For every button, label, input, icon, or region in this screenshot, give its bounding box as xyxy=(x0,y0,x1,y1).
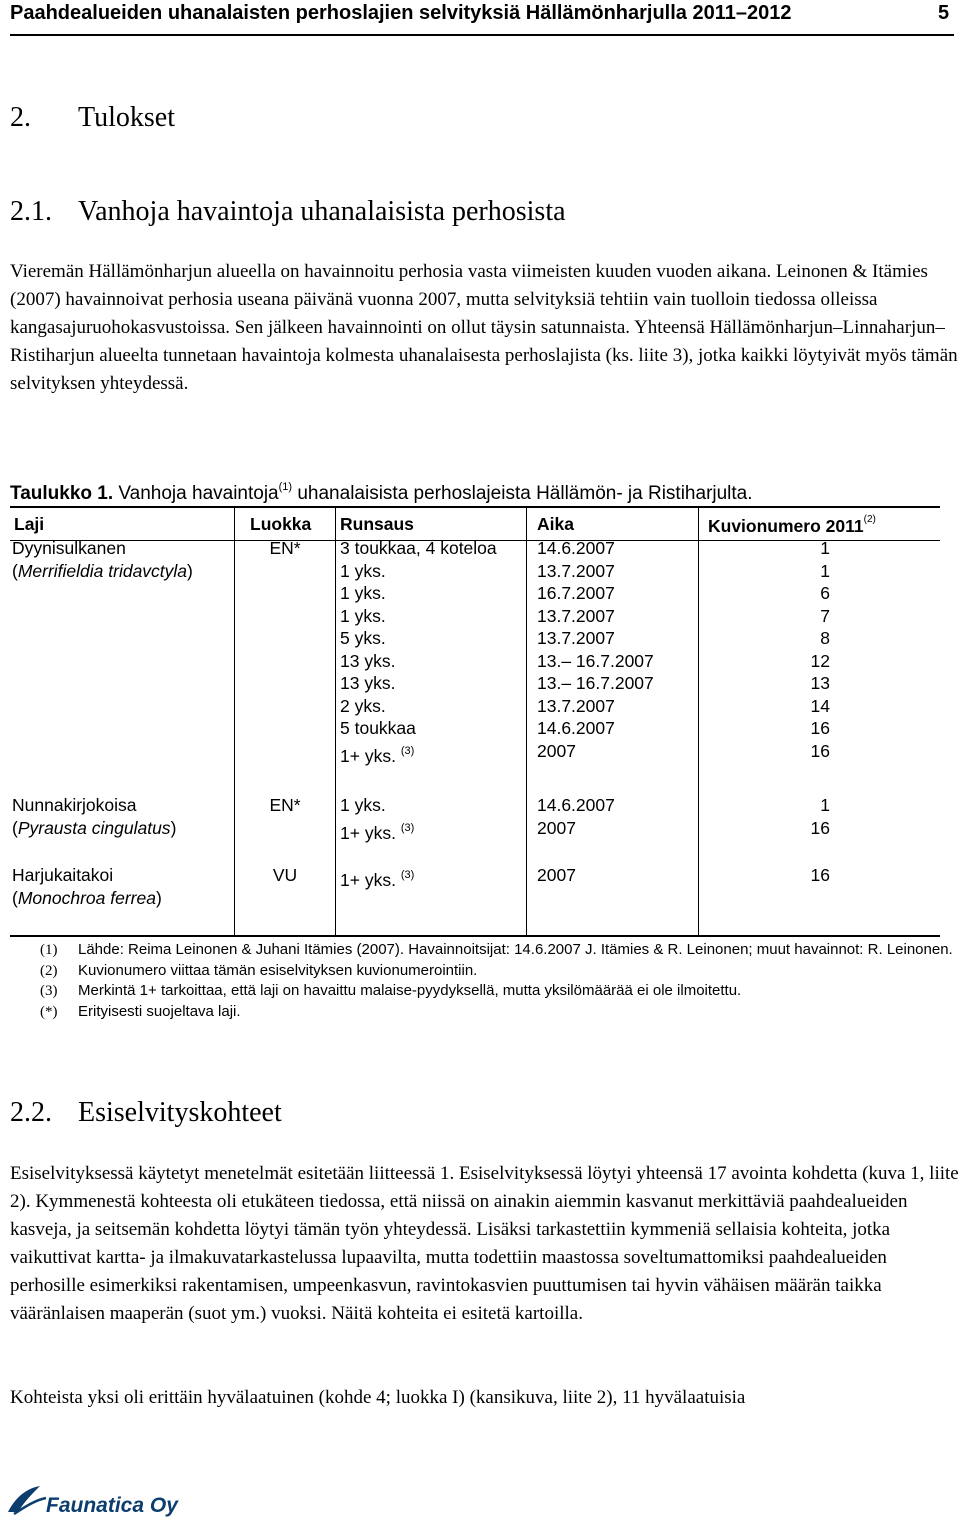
logo-text: Faunatica Oy xyxy=(46,1494,178,1517)
table-row-figures: 1 16 xyxy=(810,795,830,838)
page-number: 5 xyxy=(938,2,950,24)
table-row-class: VU xyxy=(272,865,298,885)
table-header-kuvionumero: Kuvionumero 2011$^{(2)}$ xyxy=(708,514,876,536)
table-row-species: Dyynisulkanen (Merrifieldia tridavctyla) xyxy=(12,538,193,581)
table-row-figures: 1 1 6 7 8 12 13 14 16 16 xyxy=(810,538,830,761)
table-row-abundance: 3 toukkaa, 4 koteloa 1 yks. 1 yks. 1 yks. 5 yks. 13 yks. 13 yks. 2 yks. 5 toukkaa 1+ yks. $^{(3)}$ xyxy=(340,538,497,766)
table-row-species: Harjukaitakoi (Monochroa ferrea) xyxy=(12,865,162,908)
table-caption: Taulukko 1. Vanhoja havaintoja$^{(1)}$ uhanalaisista perhoslajeista Hällämön- ja Ristiharjulta. xyxy=(10,481,753,504)
footnote: (3) Merkintä 1+ tarkoittaa, että laji on havaittu malaise-pyydyksellä, mutta yksilömäärää ei ole ilmoitettu. xyxy=(40,982,742,999)
table-bottom-rule xyxy=(10,935,940,937)
table-column-rule xyxy=(335,508,336,936)
table-row-class: EN* xyxy=(269,538,301,558)
footnote: (2) Kuvionumero viittaa tämän esiselvityksen kuvionumerointiin. xyxy=(40,961,478,979)
section-heading-results: 2. Tulokset xyxy=(10,102,176,133)
page-header-title: Paahdealueiden uhanalaisten perhoslajien selvityksiä Hällämönharjulla 2011–2012 xyxy=(10,2,792,24)
table-header-aika: Aika xyxy=(537,514,574,534)
header-rule xyxy=(10,34,954,36)
paragraph-pre-survey: Esiselvityksessä käytetyt menetelmät esitetään liitteessä 1. Esiselvityksessä löytyi yhteensä 17 avointa kohdetta (kuva 1, liite 2). Kymmenestä kohteesta oli etukäteen tiedossa, että niissä on ainakin aiemmin kasvanut merkittäviä paahdealueiden kasveja, ja seitsemän kohdetta löytyi tämän työn yhteydessä. Lisäksi tarkastettiin kymmeniä sellaisia kohteita, jotka vaikuttivat kartta- ja ilmakuvatarkastelussa lupaavilta, mutta todettiin maastossa soveltumattomiksi paahdealueiden perhosille esimerkiksi rakentamisen, umpeenkasvun, ravintokasvien puuttumisen tai hyvin vähäisen määrän taikka vääränlaisen maaperän (suot ym.) vuoksi. Näitä kohteita ei esitetä kartoilla. xyxy=(10,1163,959,1324)
table-row-abundance: 1+ yks. $^{(3)}$ xyxy=(340,869,415,890)
paragraph-old-observations: Vieremän Hällämönharjun alueella on havainnoitu perhosia vasta viimeisten kuuden vuoden aikana. Leinonen & Itämies (2007) havainnoivat perhosia useana päivänä vuonna 2007, mutta selvityksiä tehtiin vain tuolloin tiedossa olleissa kangasajuruohokasvustoissa. Sen jälkeen havainnointi on ollut täysin satunnaista. Yhteensä Hällämönharjun–Linnaharjun–Ristiharjun alueelta tunnetaan havaintoja kolmesta uhanalaisesta perhoslajista (ks. liite 3), jotka kaikki löytyivät myös tämän selvityksen yhteydessä. xyxy=(10,261,958,394)
species-table xyxy=(10,506,940,938)
footnote: (1) Lähde: Reima Leinonen & Juhani Itämies (2007). Havainnoitsijat: 14.6.2007 J. Itämies & R. Leinonen; muut havainnot: R. Leinonen. xyxy=(40,941,953,958)
table-row-dates: 14.6.2007 2007 xyxy=(537,795,615,838)
table-header-runsaus: Runsaus xyxy=(340,514,414,534)
table-row-dates: 2007 xyxy=(537,865,576,885)
table-column-rule xyxy=(526,508,527,936)
table-row-figures: 16 xyxy=(810,865,830,885)
table-column-rule xyxy=(234,508,235,936)
footnote: (*) Erityisesti suojeltava laji. xyxy=(40,1002,241,1020)
section-heading-old-observations: 2.1. Vanhoja havaintoja uhanalaisista perhosista xyxy=(10,196,566,227)
table-column-rule xyxy=(698,508,699,936)
table-row-class: EN* xyxy=(269,795,301,815)
table-header-luokka: Luokka xyxy=(250,514,312,534)
section-heading-pre-survey-sites: 2.2. Esiselvityskohteet xyxy=(10,1097,282,1128)
table-row-abundance: 1 yks. 1+ yks. $^{(3)}$ xyxy=(340,795,415,843)
table-row-dates: 14.6.2007 13.7.2007 16.7.2007 13.7.2007 13.7.2007 13.– 16.7.2007 13.– 16.7.2007 13.7.2007 14.6.2007 2007 xyxy=(537,538,654,761)
table-top-rule xyxy=(10,506,940,508)
faunatica-logo xyxy=(6,1482,206,1518)
table-row-species: Nunnakirjokoisa (Pyrausta cingulatus) xyxy=(12,795,177,838)
paragraph-site-quality: Kohteista yksi oli erittäin hyvälaatuinen (kohde 4; luokka I) (kansikuva, liite 2), 11 hyvälaatuisia xyxy=(10,1387,746,1408)
table-header-laji: Laji xyxy=(14,514,45,534)
table-footnotes xyxy=(40,940,953,1022)
